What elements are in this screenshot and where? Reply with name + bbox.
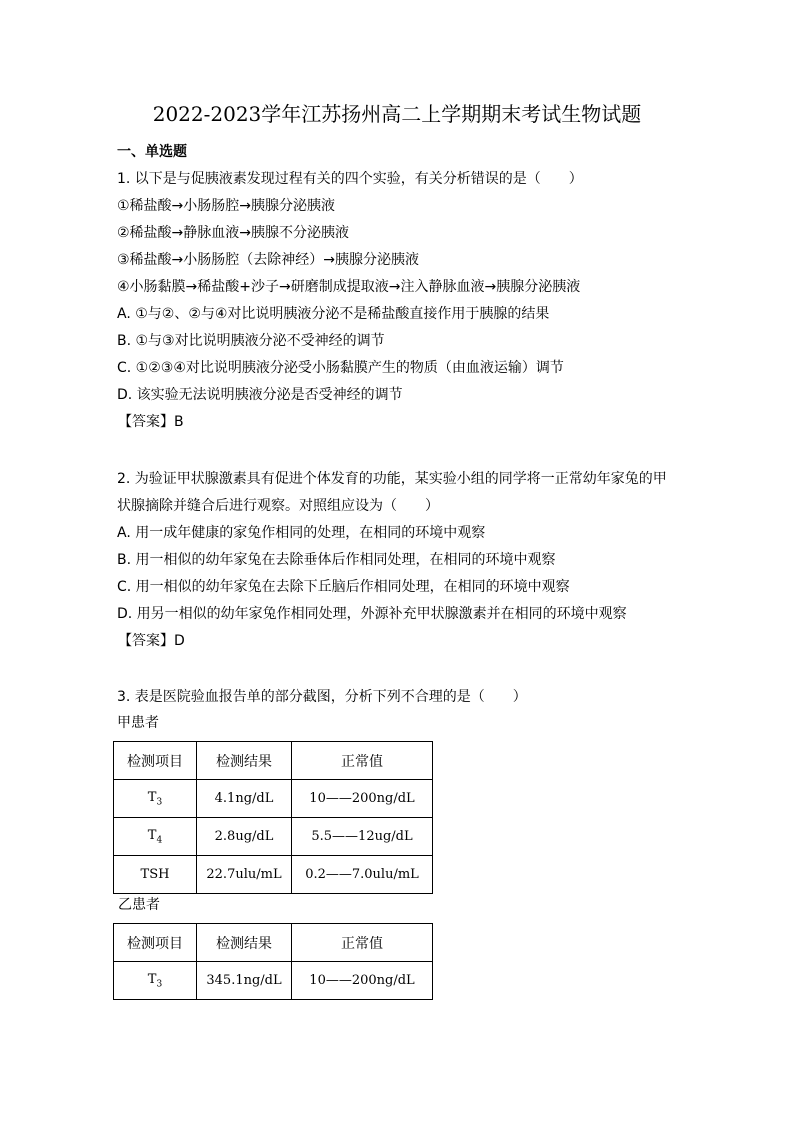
- q2-option-a: A. 用一成年健康的家兔作相同的处理，在相同的环境中观察: [117, 525, 486, 541]
- header-cell: 检测结果: [197, 742, 292, 780]
- patient-b-label: 乙患者: [118, 897, 160, 913]
- table-row: [114, 780, 433, 818]
- header-cell: 正常值: [292, 924, 433, 962]
- q1-experiment: ④小肠黏膜→稀盐酸+沙子→研磨制成提取液→注入静脉血液→胰腺分泌胰液: [117, 279, 581, 295]
- q1-answer: 【答案】B: [118, 414, 184, 430]
- header-cell: 正常值: [292, 742, 433, 780]
- table-header-row: [114, 924, 433, 962]
- header-cell: 检测结果: [197, 924, 292, 962]
- table-row: [114, 818, 433, 856]
- q2-answer: 【答案】D: [118, 633, 185, 649]
- header-cell: 检测项目: [114, 924, 197, 962]
- item-cell: $T_3$: [114, 962, 197, 1000]
- patient-b-table: [113, 923, 433, 1000]
- q1-stem: 1. 以下是与促胰液素发现过程有关的四个实验，有关分析错误的是（ ）: [117, 171, 583, 187]
- table-row: [114, 856, 433, 894]
- q2-stem-line1: 2. 为验证甲状腺激素具有促进个体发育的功能，某实验小组的同学将一正常幼年家兔的甲: [117, 471, 667, 487]
- result-cell: 345.1ng/dL: [197, 962, 292, 1000]
- q1-option-a: A. ①与②、②与④对比说明胰液分泌不是稀盐酸直接作用于胰腺的结果: [117, 306, 550, 322]
- item-cell: $T_4$: [114, 818, 197, 856]
- table-row: [114, 962, 433, 1000]
- q1-option-b: B. ①与③对比说明胰液分泌不受神经的调节: [117, 333, 385, 349]
- patient-a-table: [113, 741, 433, 894]
- result-cell: 2.8ug/dL: [197, 818, 292, 856]
- q1-experiment: ②稀盐酸→静脉血液→胰腺不分泌胰液: [117, 225, 350, 241]
- item-cell: $T_3$: [114, 780, 197, 818]
- q2-option-c: C. 用一相似的幼年家兔在去除下丘脑后作相同处理，在相同的环境中观察: [117, 579, 570, 595]
- q3-stem: 3. 表是医院验血报告单的部分截图，分析下列不合理的是（ ）: [117, 689, 527, 705]
- table-header-row: [114, 742, 433, 780]
- section-heading: 一、单选题: [117, 144, 187, 160]
- normal-cell: 10——200ng/dL: [292, 780, 433, 818]
- normal-cell: 5.5——12ug/dL: [292, 818, 433, 856]
- header-cell: 检测项目: [114, 742, 197, 780]
- q2-stem-line2: 状腺摘除并缝合后进行观察。对照组应设为（ ）: [117, 498, 439, 514]
- q1-experiment: ③稀盐酸→小肠肠腔（去除神经）→胰腺分泌胰液: [117, 252, 420, 268]
- normal-cell: 10——200ng/dL: [292, 962, 433, 1000]
- q1-option-c: C. ①②③④对比说明胰液分泌受小肠黏膜产生的物质（由血液运输）调节: [117, 360, 564, 376]
- result-cell: 22.7ulu/mL: [197, 856, 292, 894]
- patient-a-label: 甲患者: [117, 715, 159, 731]
- q1-experiment: ①稀盐酸→小肠肠腔→胰腺分泌胰液: [117, 198, 336, 214]
- document-title: 2022-2023学年江苏扬州高二上学期期末考试生物试题: [152, 102, 642, 126]
- q2-option-d: D. 用另一相似的幼年家兔作相同处理，外源补充甲状腺激素并在相同的环境中观察: [117, 606, 627, 622]
- item-cell: TSH: [114, 856, 197, 894]
- q2-option-b: B. 用一相似的幼年家兔在去除垂体后作相同处理，在相同的环境中观察: [117, 552, 556, 568]
- q1-option-d: D. 该实验无法说明胰液分泌是否受神经的调节: [117, 387, 403, 403]
- result-cell: 4.1ng/dL: [197, 780, 292, 818]
- normal-cell: 0.2——7.0ulu/mL: [292, 856, 433, 894]
